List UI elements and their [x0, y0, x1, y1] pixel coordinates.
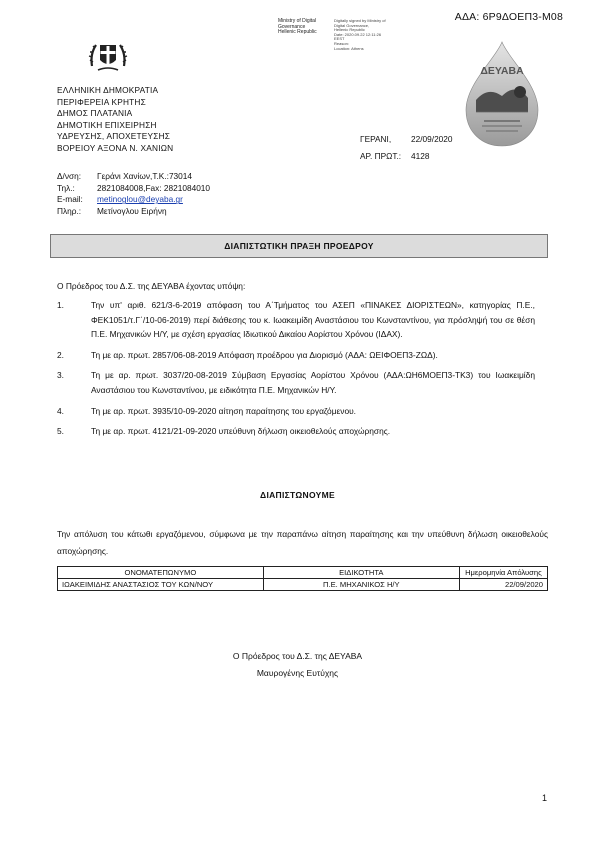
phone-label: Τηλ.:	[57, 182, 75, 193]
protocol-label: ΑΡ. ΠΡΩΤ.:	[360, 151, 402, 161]
digital-signature-detail: Digital Governance,	[334, 22, 370, 28]
table-header-row	[58, 567, 548, 579]
list-item	[57, 404, 535, 419]
phone-value: 2821084008,Fax: 2821084010	[97, 182, 211, 193]
header-line: ΔΗΜΟΤΙΚΗ ΕΠΙΧΕΙΡΗΣΗ	[57, 119, 157, 130]
email-label: E-mail:	[57, 194, 83, 205]
digital-signature-details	[334, 19, 394, 51]
info-label: Πληρ.:	[57, 205, 82, 216]
ada-code: ΑΔΑ: 6Ρ9ΔΟΕΠ3-Μ08	[454, 11, 563, 23]
list-item	[57, 348, 535, 363]
signatory-title: Ο Πρόεδρος του Δ.Σ. της ΔΕΥΑΒΑ	[232, 651, 363, 661]
list-item	[57, 298, 535, 342]
date-protocol-block	[360, 131, 453, 165]
info-value: Μετίνογλου Ειρήνη	[97, 205, 167, 216]
greek-emblem-icon	[88, 36, 128, 76]
cell-employee-name: ΙΩΑΚΕΙΜΙΔΗΣ ΑΝΑΣΤΑΣΙΟΣ ΤΟΥ ΚΩΝ/ΝΟΥ	[58, 579, 264, 591]
list-item-number: 5.	[57, 426, 64, 437]
list-item-number: 2.	[57, 349, 64, 360]
digital-signature-line: Ministry of Digital	[278, 18, 317, 24]
header-line: ΒΟΡΕΙΟΥ ΑΞΟΝΑ Ν. ΧΑΝΙΩΝ	[57, 142, 174, 153]
digital-signature-detail: Location: Athens	[334, 45, 364, 51]
signature-block	[0, 648, 595, 682]
column-header-name: ΟΝΟΜΑΤΕΠΩΝΥΜΟ	[58, 567, 264, 579]
list-item-text: Τη με αρ. πρωτ. 3935/10-09-2020 αίτηση παραίτησης του εργαζόμενου.	[91, 405, 357, 416]
table-row	[58, 579, 548, 591]
address-value: Γεράνι Χανίων,Τ.Κ.:73014	[97, 171, 193, 181]
digital-signature-detail: Date: 2020.09.22 12:11:26	[334, 31, 382, 37]
column-header-specialty: ΕΙΔΙΚΟΤΗΤΑ	[263, 567, 459, 579]
decision-paragraph: Την απόλυση του κάτωθι εργαζόμενου, σύμφωνα με την παραπάνω αίτηση παραίτησης και την υπεύθυνη δήλωση οικειοθελούς αποχώρησης.	[57, 529, 548, 556]
protocol-number: 4128	[411, 151, 430, 161]
column-header-dismissal-date: Ημερομηνία Απόλυσης	[459, 567, 547, 579]
digital-signature-detail: EEST	[334, 36, 345, 42]
considerations-list	[57, 298, 535, 445]
document-title: ΔΙΑΠΙΣΤΩΤΙΚΗ ΠΡΑΞΗ ΠΡΟΕΔΡΟΥ	[50, 234, 548, 258]
deyaba-logo	[462, 40, 542, 150]
address-label: Δ/νση:	[57, 171, 82, 181]
list-item-number: 4.	[57, 405, 64, 416]
list-item-text: Την υπ' αριθ. 621/3-6-2019 απόφαση του Α΄Τμήματος του ΑΣΕΠ «ΠΙΝΑΚΕΣ ΔΙΟΡΙΣΤΕΩΝ», κατηγορίας Π.Ε., ΦΕΚ1051/τ.Γ΄/10-06-2019) περί διάθεσης του κ. Ιωακειμίδη Αναστάσιου του Κωνσταντίνου, για πρόσληψή του σε θέση Π.Ε. Μηχανικών Η/Υ, με σχέση εργασίας Ιδιωτικού Δικαίου Αορίστου Χρόνου (ΙΔΑΧ).	[91, 300, 535, 340]
intro-text: Ο Πρόεδρος του Δ.Σ. της ΔΕΥΑΒΑ έχοντας υπόψη:	[57, 281, 246, 291]
header-line: ΥΔΡΕΥΣΗΣ, ΑΠΟΧΕΤΕΥΣΗΣ	[57, 131, 171, 142]
list-item-text: Τη με αρ. πρωτ. 3037/20-08-2019 Σύμβαση Εργασίας Αορίστου Χρόνου (ΑΔΑ:ΩΗ6ΜΟΕΠ3-ΤΚ3) του Ιωακειμίδη Αναστάσιου του Κωνσταντίνου, με ειδικότητα Π.Ε. Μηχανικών Η/Υ.	[91, 370, 535, 395]
email-link[interactable]: metinoglou@deyaba.gr	[97, 194, 183, 205]
header-line: ΠΕΡΙΦΕΡΕΙΑ ΚΡΗΤΗΣ	[57, 96, 146, 107]
list-item-text: Τη με αρ. πρωτ. 4121/21-09-2020 υπεύθυνη δήλωση οικειοθελούς αποχώρησης.	[91, 426, 391, 437]
document-date: 22/09/2020	[411, 134, 453, 144]
signatory-name: Μαυρογένης Ευτύχης	[256, 668, 339, 678]
logo-text: ΔΕΥΑΒΑ	[480, 65, 524, 77]
list-item-number: 1.	[57, 300, 64, 310]
list-item	[57, 424, 535, 439]
header-line: ΕΛΛΗΝΙΚΗ ΔΗΜΟΚΡΑΤΙΑ	[57, 85, 159, 95]
digital-signature-line: Governance	[278, 23, 306, 30]
page-number: 1	[542, 793, 548, 803]
place-label: ΓΕΡΑΝΙ,	[360, 134, 392, 144]
list-item-number: 3.	[57, 370, 64, 381]
organization-header	[57, 85, 173, 155]
digital-signature-line: Hellenic Republic	[278, 29, 317, 36]
header-line: ΔΗΜΟΣ ΠΛΑΤΑΝΙΑ	[57, 108, 133, 119]
employee-table	[57, 566, 548, 591]
cell-specialty: Π.Ε. ΜΗΧΑΝΙΚΟΣ Η/Υ	[263, 579, 459, 591]
section-title: ΔΙΑΠΙΣΤΩΝΟΥΜΕ	[260, 490, 335, 500]
digital-signature-detail: Digitally signed by Ministry of	[334, 18, 386, 23]
digital-signature-detail: Hellenic Republic	[334, 27, 365, 33]
cell-dismissal-date: 22/09/2020	[459, 579, 547, 591]
digital-signature-detail: Reason:	[334, 40, 349, 46]
list-item	[57, 368, 535, 397]
contact-info	[57, 171, 210, 217]
list-item-text: Τη με αρ. πρωτ. 2857/06-08-2019 Απόφαση προέδρου για Διορισμό (ΑΔΑ: ΩΕΙΦΟΕΠ3-ΖΩΔ).	[91, 349, 438, 360]
